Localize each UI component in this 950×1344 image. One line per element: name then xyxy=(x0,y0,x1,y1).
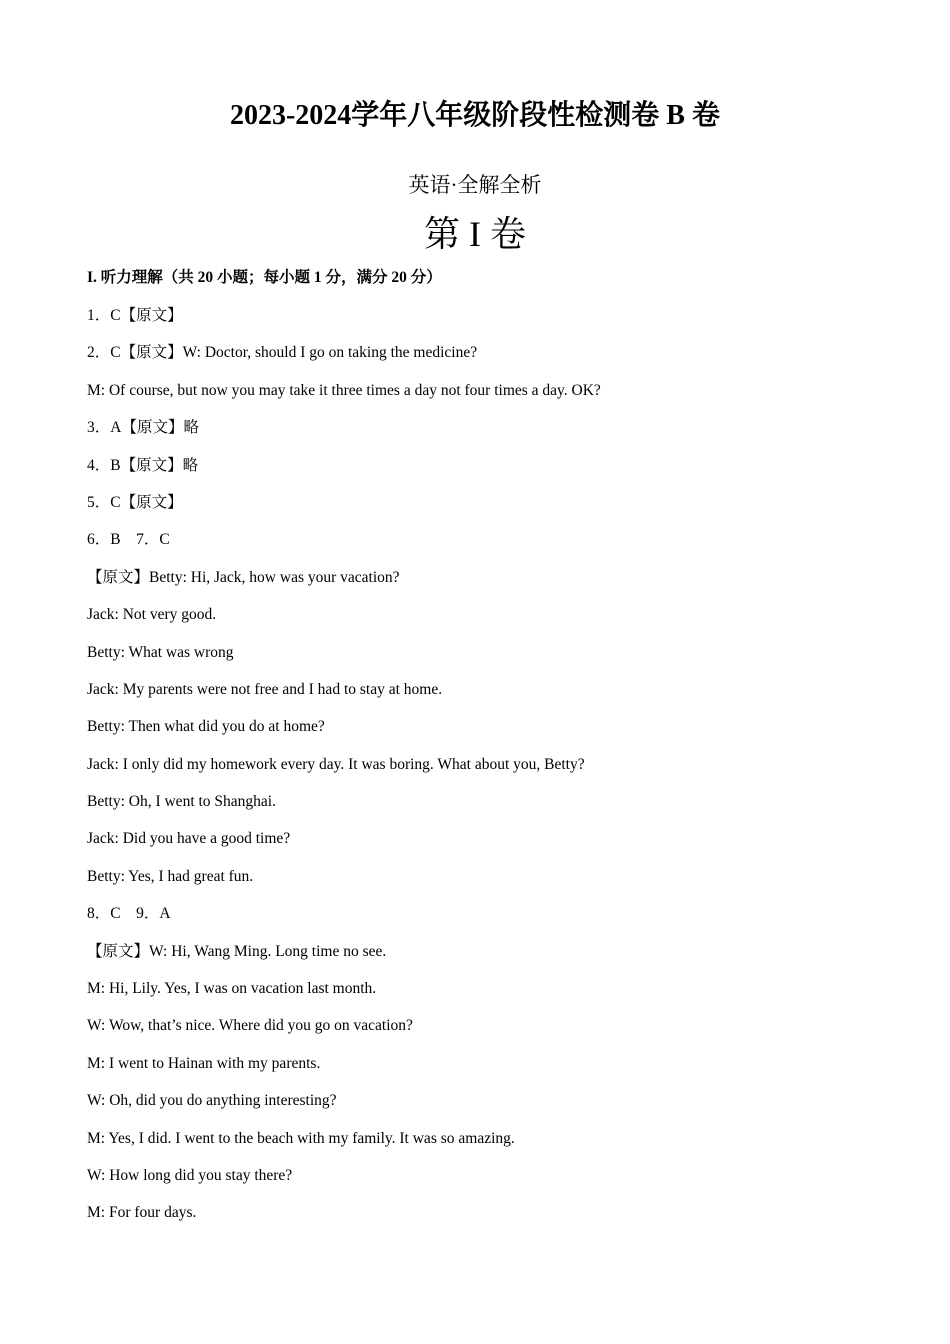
transcript-line: M: For four days. xyxy=(87,1204,197,1222)
transcript-line: 4．B【原文】略 xyxy=(87,456,199,474)
document-subtitle: 英语·全解全析 xyxy=(408,173,542,197)
transcript-line: M: Of course, but now you may take it three times a day not four times a day. OK? xyxy=(87,381,601,399)
transcript-line: 2．C【原文】W: Doctor, should I go on taking the medicine? xyxy=(87,344,478,362)
transcript-line: 1．C【原文】 xyxy=(87,307,183,324)
transcript-line: 【原文】W: Hi, Wang Ming. Long time no see. xyxy=(87,942,387,960)
document-title: 2023-2024学年八年级阶段性检测卷 B 卷 xyxy=(229,100,720,131)
transcript-line: Jack: I only did my homework every day. It was boring. What about you, Betty? xyxy=(87,755,585,773)
transcript-line: Jack: Did you have a good time? xyxy=(87,830,291,848)
transcript-line: M: I went to Hainan with my parents. xyxy=(87,1054,321,1072)
transcript-line: Jack: My parents were not free and I had to stay at home. xyxy=(87,680,443,698)
section-heading: I. 听力理解（共 20 小题；每小题 1 分，满分 20 分） xyxy=(87,269,442,286)
transcript-line: Betty: Then what did you do at home? xyxy=(87,718,325,736)
transcript-line: W: Wow, that’s nice. Where did you go on vacation? xyxy=(87,1017,413,1035)
volume-heading: 第 I 卷 xyxy=(424,214,526,254)
transcript-line: Betty: Oh, I went to Shanghai. xyxy=(87,793,276,811)
transcript-line: M: Hi, Lily. Yes, I was on vacation last month. xyxy=(87,980,377,998)
transcript-line: M: Yes, I did. I went to the beach with my family. It was so amazing. xyxy=(87,1129,515,1147)
transcript-line: Betty: Yes, I had great fun. xyxy=(87,867,254,885)
transcript-line: 5．C【原文】 xyxy=(87,493,183,511)
transcript-line: 【原文】Betty: Hi, Jack, how was your vacation? xyxy=(87,568,400,586)
transcript-line: 8．C 9．A xyxy=(87,905,171,923)
transcript-line: 3．A【原文】略 xyxy=(87,419,199,437)
transcript-line: Jack: Not very good. xyxy=(87,606,217,624)
transcript-line: W: How long did you stay there? xyxy=(87,1166,293,1184)
transcript-line: W: Oh, did you do anything interesting? xyxy=(87,1092,337,1110)
transcript-list xyxy=(87,304,907,1239)
transcript-line: Betty: What was wrong xyxy=(87,643,234,661)
transcript-line: 6．B 7．C xyxy=(87,531,170,549)
